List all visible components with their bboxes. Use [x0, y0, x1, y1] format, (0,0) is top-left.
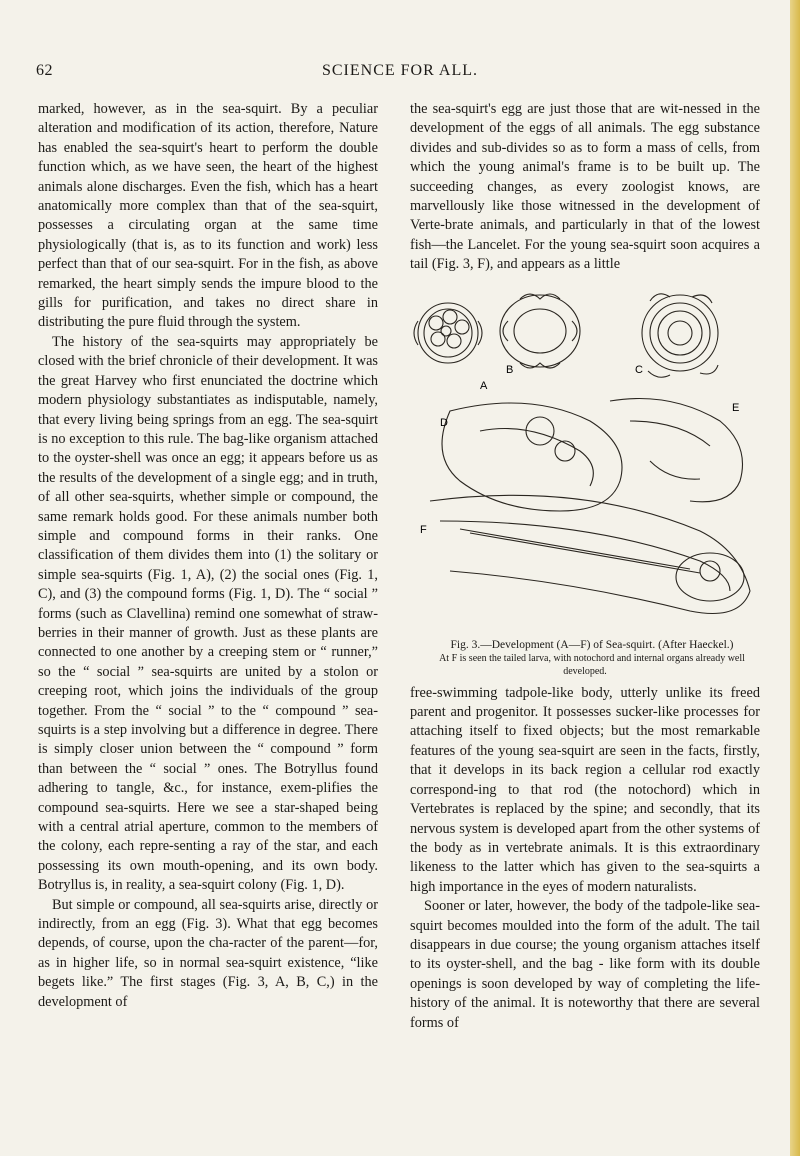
page-number: 62: [36, 62, 53, 79]
left-paragraph-2: The history of the sea-squirts may appropriately be closed with the brief chronicle of their development. It was the great Harvey who first enunciated the doctrine which modern physiology substantiates as indisputable, namely, that every living being springs from an egg. The sea-squirt is no exception to this rule. The bag-like organism attached to the oyster-shell was once an egg; it appears before us as the results of the development of a single egg; and in truth, of all other sea-squirts, whether simple or compound, the same remark holds good. For these animals number both simple and compound forms in their ranks. One classification of them divides them into (1) the solitary or simple sea-squirts (Fig. 1, A), (2) the social ones (Fig. 1, C), and (3) the compound forms (Fig. 1, D). The “ social ” forms (such as Clavellina) remind one somewhat of straw-berries in their manner of growth. Just as these plants are connected to one another by a creeping stem or “ runner,” so the “ social ” sea-squirts are united by a stolon or creeping root, which joins the individuals of the group together. From the “ social ” to the “ compound ” sea-squirts is a step involving but a difference in degree. There is simply closer union between the “ compound ” form than between the “ social ” ones. The Botryllus found adhering to tangle, &c., for instance, exem-plifies the compound sea-squirts. Here we see a star-shaped being with a central atrial aperture, common to the members of the colony, each repre-senting a ray of the star, and each possessing its own mouth-opening, and its own body. Botryllus is, in reality, a sea-squirt colony (Fig. 1, D).: [38, 333, 378, 894]
right-paragraph-2: Sooner or later, however, the body of the tadpole-like sea-squirt becomes moulded into the form of the adult. The tail disappears in due course; the young organism attaches itself to its oyster-shell, and the bag - like form with its double openings is soon developed by way of completing the life-history of the animal. It is noteworthy that there are several forms of: [410, 898, 760, 1031]
right-paragraph-1: free-swimming tadpole-like body, utterly unlike its freed parent and progenitor. It possesses sucker-like processes for attaching itself to fixed objects; but the most remarkable features of the young sea-squirt are seen in the facts, firstly, that it develops in its back region a cellular rod exactly correspond-ing to that rod (the notochord) which in Vertebrates is replaced by the spine; and secondly, that its nervous system is developed apart from the other systems of the body as in vertebrate animals. It is this extraordinary likeness to the latter which has given to the sea-squirts a high importance in the eyes of modern naturalists.: [410, 684, 760, 895]
figure-3: [410, 281, 760, 633]
figure-caption-sub: At F is seen the tailed larva, with notochord and internal organs already well developed.: [439, 652, 745, 677]
left-column: [38, 100, 378, 1012]
stage-f-drawing: [430, 495, 750, 613]
running-head: SCIENCE FOR ALL.: [321, 62, 478, 79]
fig-label-c: C: [635, 363, 643, 376]
figure-caption: [410, 639, 760, 678]
right-column: [410, 100, 760, 1033]
fig-label-f: F: [420, 523, 427, 536]
left-paragraph-3: But simple or compound, all sea-squirts arise, directly or indirectly, from an egg (Fig. 3). What that egg becomes depends, of course, upon the cha-racter of the parent—for, as in higher life, so in normal sea-squirt existence, “like begets like.” The first stages (Fig. 3, A, B, C,) in the development of: [38, 896, 378, 1010]
fig-label-e: E: [732, 401, 740, 414]
stage-e-drawing: [610, 398, 743, 501]
stage-a-drawing: [414, 303, 482, 363]
fig-label-b: B: [506, 363, 514, 376]
right-paragraph-top: the sea-squirt's egg are just those that are wit-nessed in the development of the eggs of all animals. The egg substance divides and sub-divides so as to form a mass of cells, from which the young animal's frame is to be built up. The succeeding changes, as every zoologist knows, are marvellously like those witnessed in the development of Verte-brate animals, and particularly in that of the lowest fish—the Lancelet. For the young sea-squirt soon acquires a tail (Fig. 3, F), and appears as a little: [410, 101, 760, 273]
stage-d-drawing: [442, 403, 622, 511]
fig-label-d: D: [440, 416, 448, 429]
figure-caption-main: Fig. 3.—Development (A—F) of Sea-squirt. (After Haeckel.): [450, 638, 734, 651]
page-edge: [790, 0, 800, 1156]
page-header: [36, 62, 764, 84]
fig-label-a: A: [480, 379, 488, 392]
stage-b-drawing: [500, 294, 580, 368]
stage-c-drawing: [642, 293, 718, 376]
development-illustration: [410, 281, 760, 633]
left-paragraph-1: marked, however, as in the sea-squirt. By a peculiar alteration and modification of its action, therefore, Nature has enabled the sea-squirt's heart to perform the double function which, as we have seen, the heart of the highest animals alone discharges. Even the fish, which has a heart anatomically more complex than that of the sea-squirt, possesses a circulating organ at the same time physiologically (that is, as to its function and work) less perfect than that of our sea-squirt. For in the fish, as above remarked, the heart simply sends the impure blood to the gills for purification, and takes no direct share in distributing the pure fluid through the system.: [38, 101, 378, 331]
